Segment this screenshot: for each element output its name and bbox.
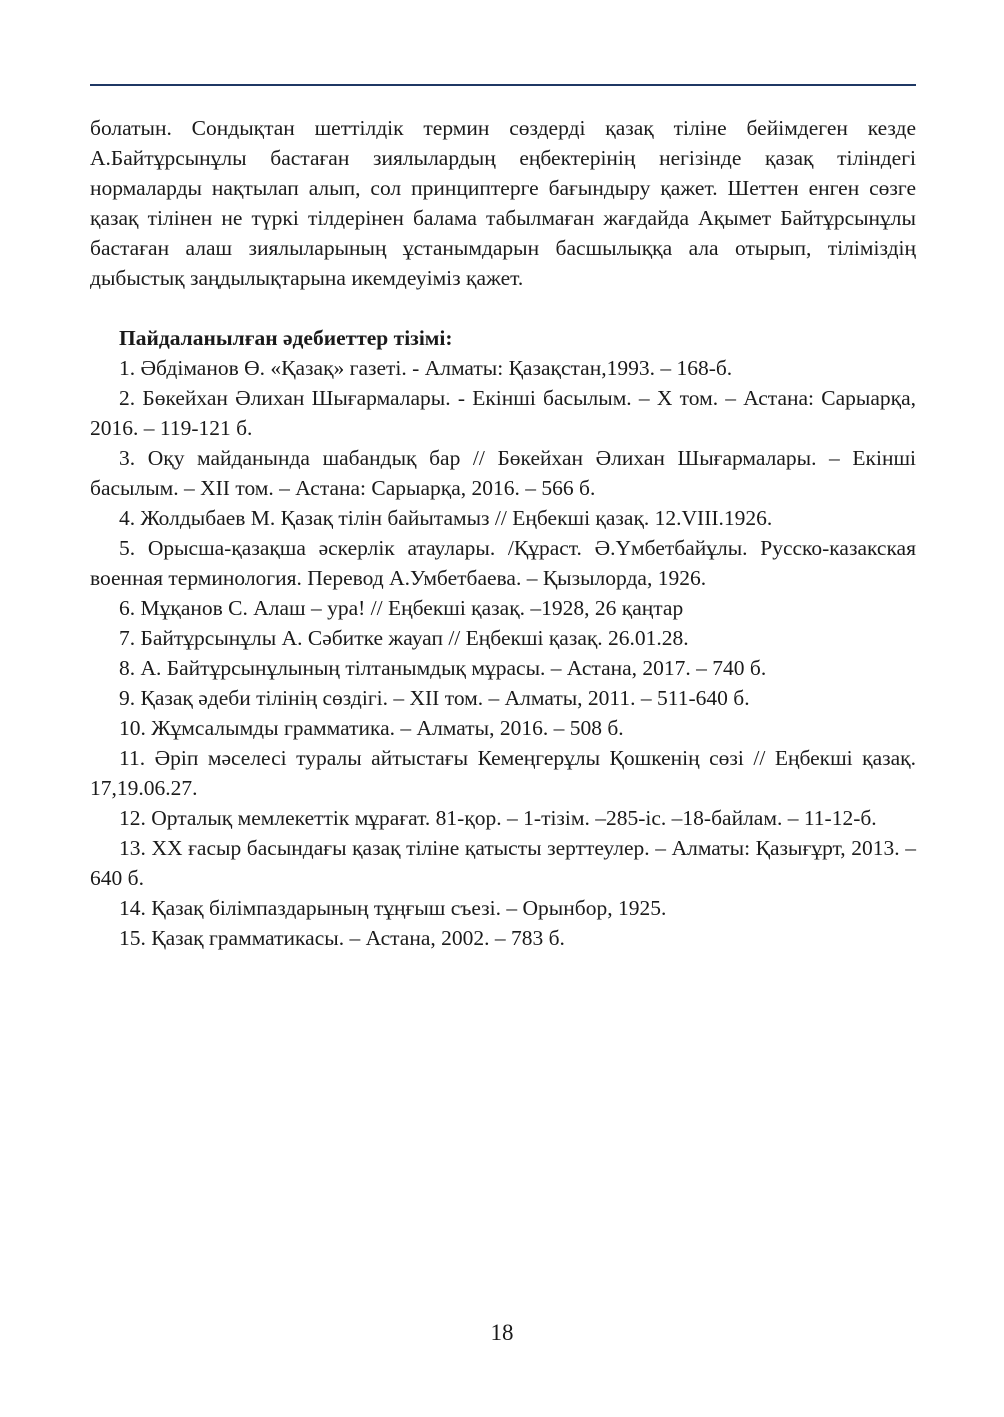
body-paragraph: болатын. Сондықтан шеттілдік термин сөздерді қазақ тіліне бейімдеген кезде А.Байтұрсынұлы бастаған зиялылардың еңбектерінің негізінде қазақ тіліндегі нормаларды нақтылап алып, сол принциптерге бағындыру қажет. Шеттен енген сөзге қазақ тілінен не түркі тілдерінен балама табылмаған жағдайда Ақымет Байтұрсынұлы бастаған алаш зиялыларының ұстанымдарын басшылыққа ала отырып, тіліміздің дыбыстық заңдылықтарына икемдеуіміз қажет. <box>90 116 916 290</box>
reference-item: 11. Әріп мәселесі туралы айтыстағы Кемеңгерұлы Қошкенің сөзі // Еңбекші қазақ. 17,19.06.27. <box>90 746 916 800</box>
references-list <box>90 353 916 953</box>
page-number: 18 <box>490 1320 514 1345</box>
reference-item: 1. Әбдіманов Ө. «Қазақ» газеті. - Алматы: Қазақстан,1993. – 168-б. <box>119 356 733 380</box>
reference-item: 4. Жолдыбаев М. Қазақ тілін байытамыз // Еңбекші қазақ. 12.VIII.1926. <box>119 506 773 530</box>
reference-item: 10. Жұмсалымды грамматика. – Алматы, 2016. – 508 б. <box>119 716 624 740</box>
reference-item: 13. ХХ ғасыр басындағы қазақ тіліне қатысты зерттеулер. – Алматы: Қазығұрт, 2013. – 640 б. <box>90 836 916 890</box>
reference-item: 7. Байтұрсынұлы А. Сәбитке жауап // Еңбекші қазақ. 26.01.28. <box>119 626 689 650</box>
reference-item: 9. Қазақ әдеби тілінің сөздігі. – ХІІ том. – Алматы, 2011. – 511-640 б. <box>119 686 750 710</box>
header-rule <box>90 84 916 86</box>
references-heading: Пайдаланылған әдебиеттер тізімі: <box>119 326 453 350</box>
page-content <box>90 113 916 953</box>
reference-item: 2. Бөкейхан Әлихан Шығармалары. - Екінші басылым. – Х том. – Астана: Сарыарқа, 2016. – 119-121 б. <box>90 386 916 440</box>
reference-item: 12. Орталық мемлекеттік мұрағат. 81-қор. – 1-тізім. –285-іс. –18-байлам. – 11-12-б. <box>119 806 877 830</box>
reference-item: 6. Мұқанов С. Алаш – ура! // Еңбекші қазақ. –1928, 26 қаңтар <box>119 596 684 620</box>
reference-item: 15. Қазақ грамматикасы. – Астана, 2002. – 783 б. <box>119 926 565 950</box>
reference-item: 8. А. Байтұрсынұлының тілтанымдық мұрасы. – Астана, 2017. – 740 б. <box>119 656 767 680</box>
reference-item: 3. Оқу майданында шабандық бар // Бөкейхан Әлихан Шығармалары. – Екінші басылым. – ХІІ том. – Астана: Сарыарқа, 2016. – 566 б. <box>90 446 916 500</box>
reference-item: 14. Қазақ білімпаздарының тұңғыш съезі. – Орынбор, 1925. <box>119 896 667 920</box>
reference-item: 5. Орысша-қазақша әскерлік атаулары. /Құраст. Ә.Үмбетбайұлы. Русско-казакская военная терминология. Перевод А.Умбетбаева. – Қызылорда, 1926. <box>90 536 916 590</box>
